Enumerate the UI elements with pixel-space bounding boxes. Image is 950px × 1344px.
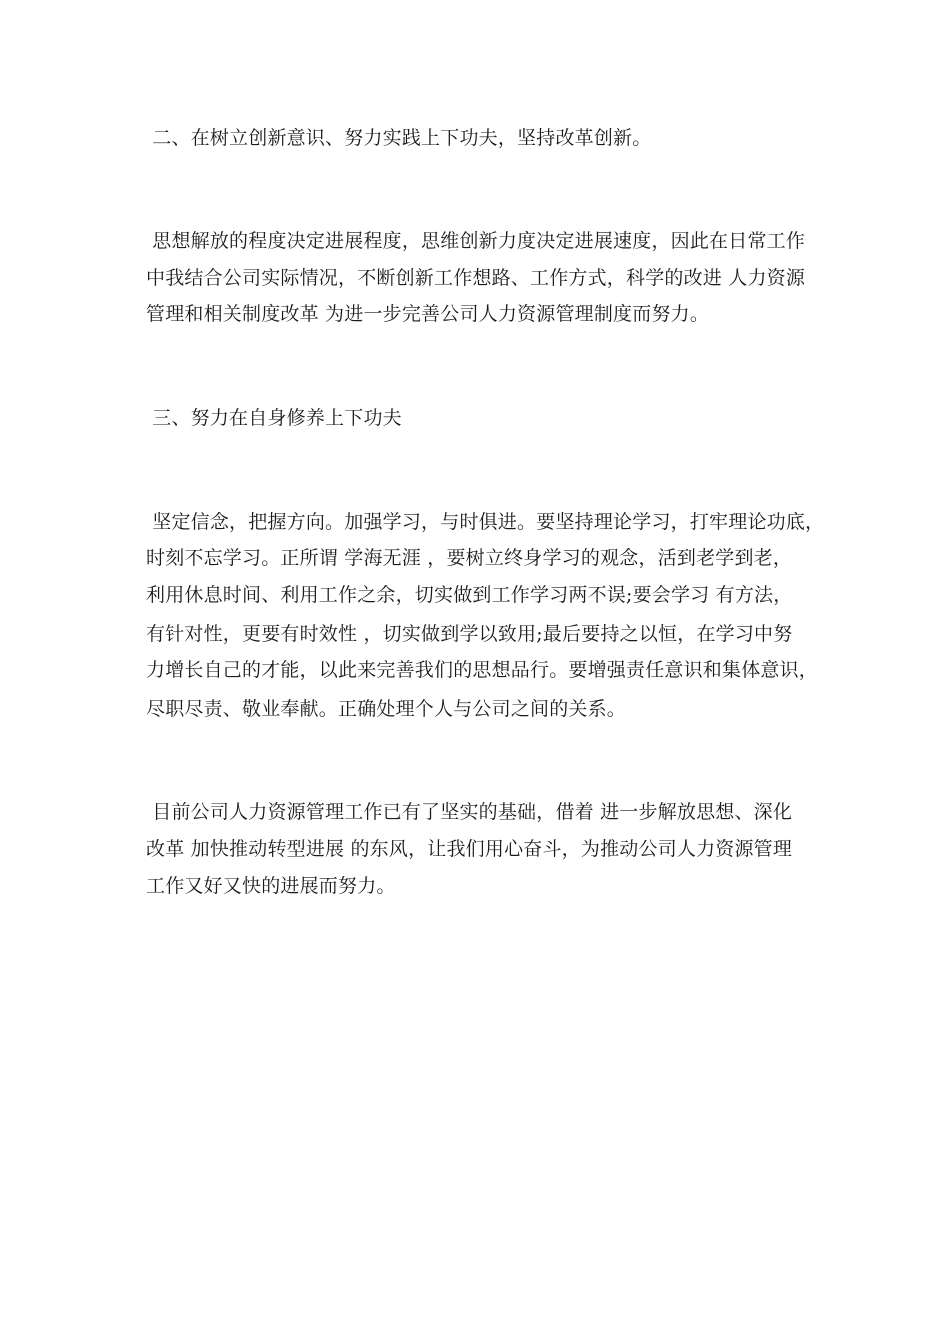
paragraph-line: 中我结合公司实际情况，不断创新工作想路、工作方式，科学的改进 人力资源: [146, 267, 806, 289]
paragraph-line: 有针对性，更要有时效性 ，切实做到学以致用;最后要持之以恒，在学习中努: [146, 623, 793, 645]
paragraph-line: 改革 加快推动转型进展 的东风，让我们用心奋斗，为推动公司人力资源管理: [146, 838, 793, 860]
paragraph-line: 尽职尽责、敬业奉献。正确处理个人与公司之间的关系。: [146, 698, 627, 720]
paragraph-line: 思想解放的程度决定进展程度，思维创新力度决定进展速度，因此在日常工作: [146, 230, 806, 252]
section-heading-3: 三、努力在自身修养上下功夫: [146, 407, 402, 429]
paragraph-line: 目前公司人力资源管理工作已有了坚实的基础，借着 进一步解放思想、深化: [146, 801, 793, 823]
paragraph-line: 力增长自己的才能，以此来完善我们的思想品行。要增强责任意识和集体意识，: [146, 659, 819, 681]
paragraph-line: 工作又好又快的进展而努力。: [146, 875, 396, 897]
section-heading-2: 二、在树立创新意识、努力实践上下功夫，坚持改革创新。: [146, 127, 652, 149]
paragraph-line: 管理和相关制度改革 为进一步完善公司人力资源管理制度而努力。: [146, 303, 710, 325]
paragraph-line: 利用休息时间、利用工作之余，切实做到工作学习两不误;要会学习 有方法，: [146, 584, 793, 606]
paragraph-line: 坚定信念，把握方向。加强学习，与时俱进。要坚持理论学习，打牢理论功底，: [146, 511, 825, 533]
paragraph-line: 时刻不忘学习。正所谓 学海无涯 ，要树立终身学习的观念，活到老学到老，: [146, 547, 793, 569]
